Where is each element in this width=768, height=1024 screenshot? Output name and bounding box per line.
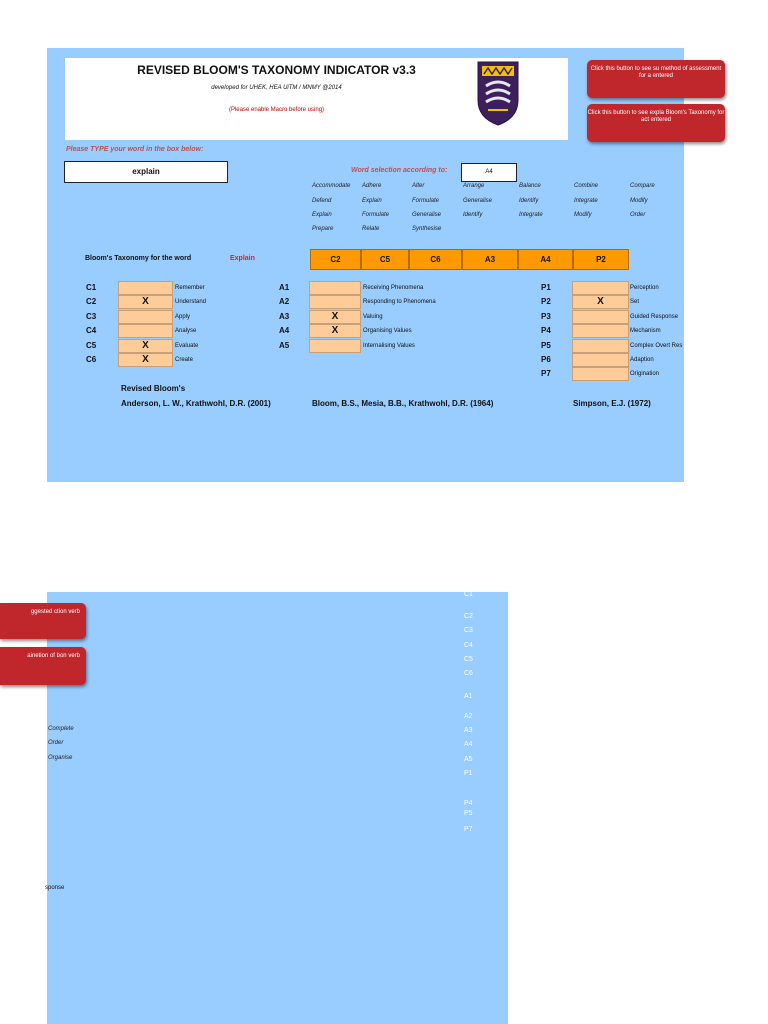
page2-code: A3: [464, 727, 473, 734]
word-option[interactable]: Identify: [519, 198, 539, 204]
affective-desc: Responding to Phenomena: [363, 299, 436, 305]
ref-psychomotor: Simpson, E.J. (1972): [573, 399, 651, 408]
ref-cognitive: Anderson, L. W., Krathwohl, D.R. (2001): [121, 399, 271, 408]
psychomotor-mark-box: [572, 367, 629, 381]
page2-code: P7: [464, 826, 473, 833]
page2-code: C1: [464, 591, 473, 598]
psychomotor-mark-box: [572, 310, 629, 324]
suggested-action-verb-button[interactable]: ggested ction verb: [0, 603, 86, 639]
affective-code: A3: [279, 312, 290, 321]
taxonomy-header-cell: A3: [462, 249, 518, 270]
page2-word-1: Complete: [48, 726, 74, 732]
word-option[interactable]: Combine: [574, 183, 599, 189]
psychomotor-code: P6: [541, 355, 551, 364]
taxonomy-header-cell: A4: [518, 249, 573, 270]
psychomotor-desc: Perception: [630, 285, 659, 291]
psychomotor-mark-box: [572, 339, 629, 353]
page2-code: A4: [464, 741, 473, 748]
page-title: REVISED BLOOM'S TAXONOMY INDICATOR v3.3: [137, 63, 416, 77]
taxonomy-for-word-label: Bloom's Taxonomy for the word: [85, 255, 192, 262]
psychomotor-code: P1: [541, 283, 551, 292]
affective-mark-box: [309, 281, 361, 295]
macro-note: (Please enable Macro before using): [228, 107, 325, 113]
word-option[interactable]: Modify: [630, 198, 648, 204]
affective-desc: Organising Values: [363, 328, 412, 334]
taxonomy-header-cell: C6: [409, 249, 462, 270]
word-option[interactable]: Synthesise: [412, 226, 442, 232]
word-option[interactable]: Integrate: [519, 212, 543, 218]
affective-mark-box: [309, 339, 361, 353]
word-option[interactable]: Compare: [630, 183, 655, 189]
word-option[interactable]: Alter: [412, 183, 425, 189]
cognitive-code: C6: [86, 355, 97, 364]
word-option[interactable]: Balance: [519, 183, 541, 189]
cognitive-code: C1: [86, 283, 97, 292]
cognitive-desc: Remember: [175, 285, 205, 291]
word-input[interactable]: explain: [64, 161, 228, 183]
word-option[interactable]: Formulate: [412, 198, 440, 204]
cognitive-mark-box: [118, 310, 173, 324]
type-prompt: Please TYPE your word in the box below:: [66, 146, 204, 153]
page2-code: C5: [464, 656, 473, 663]
cognitive-desc: Evaluate: [175, 343, 199, 349]
page2-code: A1: [464, 693, 473, 700]
suggested-assessment-button[interactable]: Click this button to see su method of assessment for a entered: [587, 60, 725, 98]
psychomotor-desc: Guided Response: [630, 314, 679, 320]
taxonomy-header-cell: C2: [310, 249, 361, 270]
cognitive-mark-box: [118, 324, 173, 338]
page2-code: C6: [464, 670, 473, 677]
psychomotor-desc: Complex Overt Res: [630, 343, 683, 349]
cognitive-desc: Apply: [175, 314, 191, 320]
cognitive-code: C5: [86, 341, 97, 350]
psychomotor-mark-box: [572, 353, 629, 367]
taxonomy-for-word-value: Explain: [230, 255, 255, 262]
bottom-panel: [47, 592, 508, 1024]
word-option[interactable]: Formulate: [362, 212, 390, 218]
word-selection-label: Word selection according to:: [351, 167, 448, 174]
page2-response-fragment: sponse: [45, 885, 65, 891]
word-option[interactable]: Explain: [362, 198, 382, 204]
psychomotor-desc: Set: [630, 299, 640, 305]
explain-taxonomy-button[interactable]: Click this button to see expla Bloom's Taxonomy for act entered: [587, 104, 725, 142]
word-option[interactable]: Defend: [312, 198, 332, 204]
page2-code: C4: [464, 642, 473, 649]
word-option[interactable]: Generalise: [412, 212, 442, 218]
page2-code: A5: [464, 756, 473, 763]
word-option[interactable]: Modify: [574, 212, 592, 218]
word-option[interactable]: Adhere: [362, 183, 382, 189]
affective-desc: Valuing: [363, 314, 383, 320]
page2-code: P1: [464, 770, 473, 777]
psychomotor-code: P7: [541, 369, 551, 378]
affective-code: A5: [279, 341, 290, 350]
psychomotor-desc: Adaption: [630, 357, 654, 363]
cognitive-desc: Analyse: [175, 328, 197, 334]
word-selection-value[interactable]: A4: [461, 163, 517, 182]
ref-affective: Bloom, B.S., Mesia, B.B., Krathwohl, D.R. (1964): [312, 399, 494, 408]
psychomotor-code: P5: [541, 341, 551, 350]
taxonomy-header-cell: P2: [573, 249, 629, 270]
word-option[interactable]: Generalise: [463, 198, 493, 204]
word-option[interactable]: Integrate: [574, 198, 598, 204]
affective-desc: Internalising Values: [363, 343, 415, 349]
word-option[interactable]: Explain: [312, 212, 332, 218]
page2-code: P5: [464, 810, 473, 817]
word-option[interactable]: Arrange: [463, 183, 485, 189]
word-option[interactable]: Prepare: [312, 226, 334, 232]
cognitive-desc: Understand: [175, 299, 207, 305]
affective-code: A1: [279, 283, 290, 292]
affective-mark-box: X: [309, 310, 361, 324]
cognitive-mark-box: X: [118, 295, 173, 309]
cognitive-mark-box: [118, 281, 173, 295]
affective-desc: Receiving Phenomena: [363, 285, 424, 291]
university-logo: [476, 60, 520, 127]
taxonomy-header-cell: C5: [361, 249, 409, 270]
psychomotor-code: P4: [541, 326, 551, 335]
psychomotor-mark-box: [572, 324, 629, 338]
page2-word-3: Organise: [48, 755, 73, 761]
page2-code: P4: [464, 800, 473, 807]
psychomotor-desc: Mechanism: [630, 328, 661, 334]
word-option[interactable]: Accommodate: [312, 183, 351, 189]
affective-mark-box: [309, 295, 361, 309]
page2-word-2: Order: [48, 740, 64, 746]
page2-code: C3: [464, 627, 473, 634]
cognitive-desc: Create: [175, 357, 194, 363]
explanation-action-verb-button[interactable]: ainetion of bon verb: [0, 647, 86, 685]
affective-mark-box: X: [309, 324, 361, 338]
psychomotor-desc: Origination: [630, 371, 660, 377]
cognitive-mark-box: X: [118, 353, 173, 367]
cognitive-code: C4: [86, 326, 97, 335]
developed-note: developed for UHEK, HEA UiTM / MNMY @2014: [211, 85, 342, 91]
psychomotor-code: P3: [541, 312, 551, 321]
psychomotor-mark-box: [572, 281, 629, 295]
word-option[interactable]: Order: [630, 212, 646, 218]
psychomotor-code: P2: [541, 297, 551, 306]
word-option[interactable]: Identify: [463, 212, 483, 218]
psychomotor-mark-box: X: [572, 295, 629, 309]
cognitive-mark-box: X: [118, 339, 173, 353]
affective-code: A4: [279, 326, 290, 335]
page2-code: A2: [464, 713, 473, 720]
cognitive-code: C3: [86, 312, 97, 321]
word-option[interactable]: Relate: [362, 226, 380, 232]
affective-code: A2: [279, 297, 290, 306]
cognitive-code: C2: [86, 297, 97, 306]
ref-revised-title: Revised Bloom's: [121, 384, 186, 393]
page2-code: C2: [464, 613, 473, 620]
